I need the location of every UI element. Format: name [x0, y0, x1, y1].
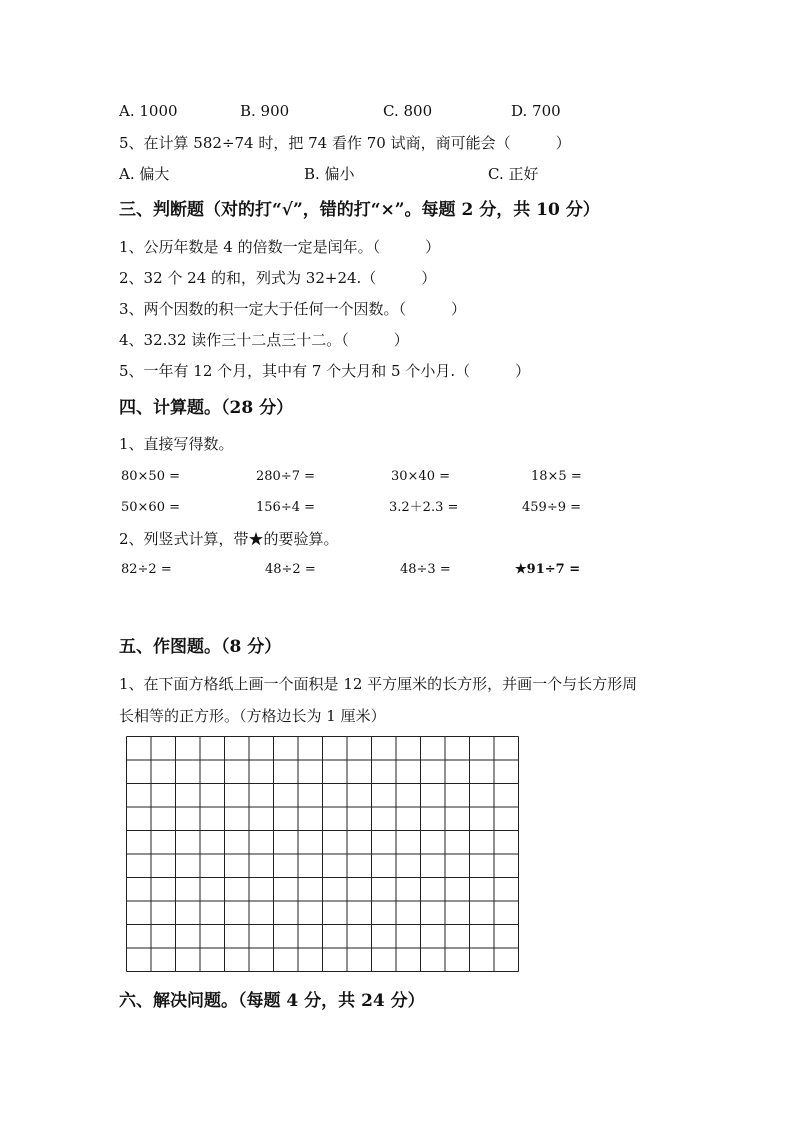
q5-text: 5、在计算 582÷74 时，把 74 看作 70 试商，商可能会（ ）: [119, 134, 571, 152]
section6-heading: 六、解决问题。（每题 4 分，共 24 分）: [119, 991, 425, 1011]
judge-item-1: 1、公历年数是 4 的倍数一定是闰年。（ ）: [119, 238, 441, 256]
q5-option-a: A. 偏大: [119, 165, 170, 183]
q5-option-c: C. 正好: [488, 165, 539, 183]
calc-row1-item-3: 30×40 =: [391, 469, 451, 484]
calc-row2-item-4: 459÷9 =: [522, 500, 582, 515]
calc-row3-item-3: 48÷3 =: [400, 562, 451, 577]
calc-row1-item-1: 80×50 =: [121, 469, 181, 484]
section4-heading: 四、计算题。（28 分）: [119, 398, 294, 418]
q4-option-c: C. 800: [383, 102, 433, 120]
q4-option-d: D. 700: [511, 102, 561, 120]
calc-row1-item-2: 280÷7 =: [256, 469, 316, 484]
calc-q1-label: 1、直接写得数。: [119, 435, 234, 453]
section5-heading: 五、作图题。（8 分）: [119, 637, 282, 657]
calc-row2-item-1: 50×60 =: [121, 500, 181, 515]
q4-option-b: B. 900: [240, 102, 290, 120]
judge-item-3: 3、两个因数的积一定大于任何一个因数。（ ）: [119, 300, 467, 318]
calc-row2-item-2: 156÷4 =: [256, 500, 316, 515]
calc-row3-item-1: 82÷2 =: [121, 562, 172, 577]
section3-heading: 三、判断题（对的打“√”，错的打“×”。每题 2 分，共 10 分）: [119, 200, 600, 220]
q5-option-b: B. 偏小: [304, 165, 355, 183]
judge-item-2: 2、32 个 24 的和，列式为 32+24.（ ）: [119, 269, 437, 287]
square-grid-paper[interactable]: [126, 736, 519, 972]
judge-item-4: 4、32.32 读作三十二点三十二。（ ）: [119, 331, 409, 349]
q4-option-a: A. 1000: [119, 102, 178, 120]
judge-item-5: 5、一年有 12 个月，其中有 7 个大月和 5 个小月.（ ）: [119, 362, 531, 380]
calc-row1-item-4: 18×5 =: [531, 469, 582, 484]
draw-q1-line2: 长相等的正方形。（方格边长为 1 厘米）: [119, 707, 386, 725]
calc-row2-item-3: 3.2＋2.3 =: [389, 500, 459, 515]
calc-row3-item-2: 48÷2 =: [265, 562, 316, 577]
calc-q2-label: 2、列竖式计算，带★的要验算。: [119, 530, 339, 548]
draw-q1-line1: 1、在下面方格纸上画一个面积是 12 平方厘米的长方形，并画一个与长方形周: [119, 675, 638, 693]
calc-row3-item-4: ★91÷7 =: [515, 562, 581, 577]
